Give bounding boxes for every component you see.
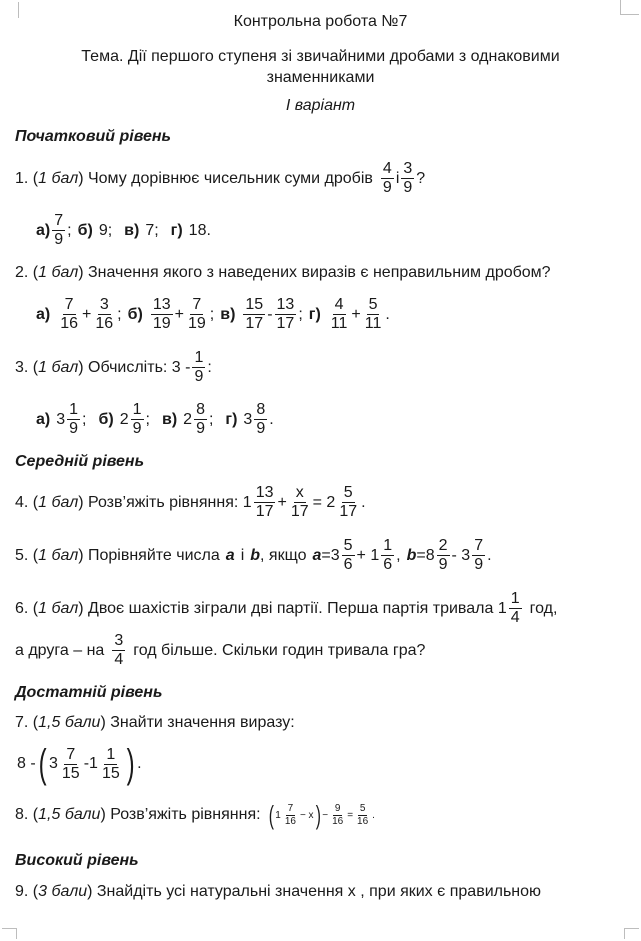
topic-line-2: знаменниками <box>266 69 375 86</box>
points: 3 бали <box>38 883 88 900</box>
numerator: 7 <box>287 802 294 814</box>
numerator: 1 <box>106 745 116 763</box>
fraction <box>355 803 370 828</box>
fraction <box>67 401 80 438</box>
denominator: 17 <box>290 503 309 520</box>
numerator: 7 <box>54 212 64 229</box>
level-high: Високий рівень <box>15 852 139 869</box>
expression-7 <box>17 744 142 784</box>
numerator: 5 <box>343 537 353 554</box>
denominator: 17 <box>339 503 358 520</box>
question-6-cont <box>15 632 425 669</box>
numerator: 7 <box>192 296 202 313</box>
numerator: 3 <box>403 160 413 177</box>
variant-label: І варіант <box>285 97 356 114</box>
fraction <box>381 537 394 574</box>
whole-part: 3 <box>56 410 66 428</box>
separator: , <box>396 546 401 564</box>
question-number: 3. ( <box>15 358 39 376</box>
equals: =8 <box>416 546 435 564</box>
punctuation: : <box>207 358 212 376</box>
option-label: б) <box>98 410 114 428</box>
numerator: x <box>295 484 304 501</box>
question-9 <box>15 883 541 901</box>
whole-part: 1 <box>275 809 281 821</box>
denominator: 17 <box>245 315 264 332</box>
fraction <box>52 212 65 249</box>
fraction <box>112 632 125 669</box>
question-2 <box>15 264 551 282</box>
separator: ; <box>145 410 150 428</box>
open-paren: ( <box>38 742 47 786</box>
fraction <box>329 296 350 333</box>
points: 1 бал <box>38 599 79 617</box>
page-title: Контрольна робота №7 <box>233 13 408 30</box>
variable: а <box>312 546 322 564</box>
punctuation: ? <box>416 169 426 187</box>
denominator: 16 <box>95 315 114 332</box>
question-text: , якщо <box>260 546 307 564</box>
option-label: в) <box>124 221 140 239</box>
numerator: 2 <box>438 537 448 554</box>
equals: = 2 <box>312 493 336 511</box>
answers-3 <box>36 401 274 438</box>
answers-2 <box>36 296 390 333</box>
numerator: 15 <box>245 296 264 313</box>
punctuation: . <box>385 305 390 323</box>
question-7 <box>15 714 295 732</box>
denominator: 16 <box>357 815 369 827</box>
operator: + 1 <box>356 546 380 564</box>
numerator: 13 <box>152 296 171 313</box>
separator: ; <box>209 305 215 323</box>
denominator: 15 <box>61 764 80 782</box>
question-8 <box>15 802 375 828</box>
fraction <box>186 296 208 333</box>
denominator: 15 <box>101 764 120 782</box>
numerator: 1 <box>194 349 204 366</box>
operator: - <box>267 305 273 323</box>
points: 1 бал <box>38 493 79 511</box>
punctuation: . <box>269 410 274 428</box>
operator: + <box>351 305 361 323</box>
numerator: 5 <box>343 484 353 501</box>
points: 1,5 бали <box>38 806 101 823</box>
fraction <box>254 484 276 521</box>
equals: =3 <box>321 546 340 564</box>
fraction <box>342 537 355 574</box>
operator: − <box>322 809 329 821</box>
answers-1 <box>36 212 211 249</box>
denominator: 16 <box>332 815 344 827</box>
fraction <box>289 484 311 521</box>
conjunction: і <box>395 169 400 187</box>
level-initial: Початковий рівень <box>15 128 172 145</box>
points: 1,5 бали <box>38 714 101 731</box>
option-label: г) <box>225 410 238 428</box>
topic <box>0 46 641 88</box>
separator: ; <box>67 221 72 239</box>
numerator: 13 <box>276 296 295 313</box>
numerator: 1 <box>132 401 142 418</box>
numerator: 7 <box>66 745 76 763</box>
option-value: 7; <box>145 221 159 239</box>
question-3 <box>15 349 212 386</box>
denominator: 16 <box>284 815 296 827</box>
numerator: 4 <box>334 296 344 313</box>
fraction <box>254 401 267 438</box>
question-number: 7. ( <box>15 714 39 731</box>
denominator: 9 <box>256 420 266 437</box>
points: 1 бал <box>38 358 79 376</box>
numerator: 9 <box>334 802 341 814</box>
question-text: а друга – на <box>15 641 105 659</box>
denominator: 9 <box>438 556 448 573</box>
whole-part: 3 <box>243 410 253 428</box>
fraction <box>363 296 384 333</box>
option-label: б) <box>77 221 93 239</box>
punctuation: . <box>372 809 375 821</box>
numerator: 1 <box>510 590 520 607</box>
numerator: 1 <box>69 401 79 418</box>
option-label: г) <box>308 305 321 323</box>
numerator: 8 <box>256 401 266 418</box>
separator: ; <box>117 305 122 323</box>
fraction <box>194 401 207 438</box>
close-paren: ) <box>315 800 321 830</box>
denominator: 9 <box>382 179 392 196</box>
operator: + <box>277 493 287 511</box>
question-1 <box>15 160 425 197</box>
punctuation: . <box>361 493 366 511</box>
fraction <box>381 160 394 197</box>
fraction <box>93 296 115 333</box>
numerator: 1 <box>383 537 393 554</box>
numerator: 5 <box>359 802 366 814</box>
option-value: 9; <box>98 221 113 239</box>
denominator: 6 <box>383 556 393 573</box>
fraction <box>192 349 205 386</box>
question-text: ) Порівняйте числа <box>78 546 220 564</box>
question-text: ) Двоє шахістів зіграли дві партії. Перша партія тривала 1 <box>78 599 507 617</box>
fraction <box>337 484 359 521</box>
level-sufficient: Достатній рівень <box>15 684 163 701</box>
option-label: а) <box>36 410 51 428</box>
option-label: в) <box>220 305 236 323</box>
operator: + <box>82 305 92 323</box>
numerator: 8 <box>196 401 205 418</box>
operator: - 3 <box>451 546 471 564</box>
separator: ; <box>208 410 214 428</box>
variable: b <box>250 546 261 564</box>
separator: ; <box>298 305 303 323</box>
fraction <box>100 746 122 783</box>
question-number: 8. ( <box>15 806 39 823</box>
denominator: 11 <box>330 315 348 332</box>
topic-line-1: Тема. Дії першого ступеня зі звичайними дробами з однаковими <box>81 48 560 65</box>
question-text: год більше. Скільки годин тривала гра? <box>133 641 426 659</box>
conjunction: і <box>240 546 245 564</box>
points: 1 бал <box>38 169 79 187</box>
whole-part: 2 <box>183 410 193 428</box>
numerator: 7 <box>474 537 484 554</box>
numerator: 7 <box>64 296 74 313</box>
numerator: 3 <box>99 296 109 313</box>
question-number: 4. ( <box>15 493 39 511</box>
question-4 <box>15 484 366 521</box>
level-medium: Середній рівень <box>15 453 145 470</box>
question-text: ) Чому дорівнює чисельник суми дробів <box>78 169 373 187</box>
numerator: 5 <box>368 296 378 313</box>
fraction <box>437 537 450 574</box>
points: 1 бал <box>38 546 79 564</box>
denominator: 9 <box>69 420 79 437</box>
option-label: б) <box>127 305 143 323</box>
fraction <box>243 296 265 333</box>
expression-part: − x <box>299 809 314 821</box>
option-label: в) <box>161 410 178 428</box>
question-5 <box>15 537 492 574</box>
question-text: год, <box>529 599 558 617</box>
operator: -1 <box>83 755 98 772</box>
punctuation: . <box>137 755 142 772</box>
question-number: 9. ( <box>15 883 39 900</box>
denominator: 9 <box>474 556 484 573</box>
fraction <box>283 803 298 828</box>
operator: + <box>174 305 184 323</box>
denominator: 11 <box>364 315 382 332</box>
denominator: 16 <box>60 315 79 332</box>
numerator: 3 <box>114 632 124 649</box>
denominator: 9 <box>403 179 413 196</box>
denominator: 6 <box>343 556 353 573</box>
expression-part: 8 - <box>17 755 36 772</box>
question-text: ) Розв’яжіть рівняння: <box>100 806 261 823</box>
variable: а <box>225 546 235 564</box>
question-text: ) Обчисліть: 3 - <box>78 358 191 376</box>
fraction <box>401 160 414 197</box>
close-paren: ) <box>126 742 135 786</box>
option-value: 18. <box>188 221 211 239</box>
fraction <box>58 296 80 333</box>
question-text: ) Розв’яжіть рівняння: 1 <box>78 493 252 511</box>
fraction <box>151 296 173 333</box>
equals: = <box>347 809 354 821</box>
denominator: 17 <box>255 503 274 520</box>
option-label: а) <box>36 221 51 239</box>
denominator: 9 <box>132 420 142 437</box>
numerator: 4 <box>382 160 392 177</box>
denominator: 4 <box>114 651 124 668</box>
corner-mark <box>2 928 17 939</box>
question-number: 5. ( <box>15 546 39 564</box>
variable: b <box>406 546 417 564</box>
question-6 <box>15 590 557 627</box>
question-number: 1. ( <box>15 169 39 187</box>
denominator: 19 <box>187 315 206 332</box>
separator: ; <box>82 410 87 428</box>
open-paren: ( <box>268 800 274 830</box>
denominator: 4 <box>510 609 520 626</box>
fraction <box>472 537 485 574</box>
question-number: 6. ( <box>15 599 39 617</box>
question-text: ) Знайти значення виразу: <box>100 714 295 731</box>
option-label: г) <box>170 221 183 239</box>
denominator: 9 <box>54 231 64 248</box>
denominator: 17 <box>276 315 295 332</box>
fraction <box>509 590 522 627</box>
denominator: 19 <box>152 315 171 332</box>
numerator: 13 <box>255 484 274 501</box>
fraction <box>275 296 297 333</box>
question-text: ) Знайдіть усі натуральні значення х , при яких є правильною <box>87 883 542 900</box>
fraction <box>131 401 144 438</box>
whole-part: 2 <box>119 410 129 428</box>
question-number: 2. ( <box>15 264 39 281</box>
whole-part: 3 <box>49 755 58 772</box>
fraction <box>60 746 82 783</box>
points: 1 бал <box>38 264 79 281</box>
question-text: ) Значення якого з наведених виразів є неправильним дробом? <box>78 264 551 281</box>
punctuation: . <box>487 546 492 564</box>
denominator: 9 <box>194 368 204 385</box>
option-label: а) <box>36 305 51 323</box>
corner-mark <box>624 928 639 939</box>
denominator: 9 <box>196 420 205 437</box>
fraction <box>330 803 345 828</box>
